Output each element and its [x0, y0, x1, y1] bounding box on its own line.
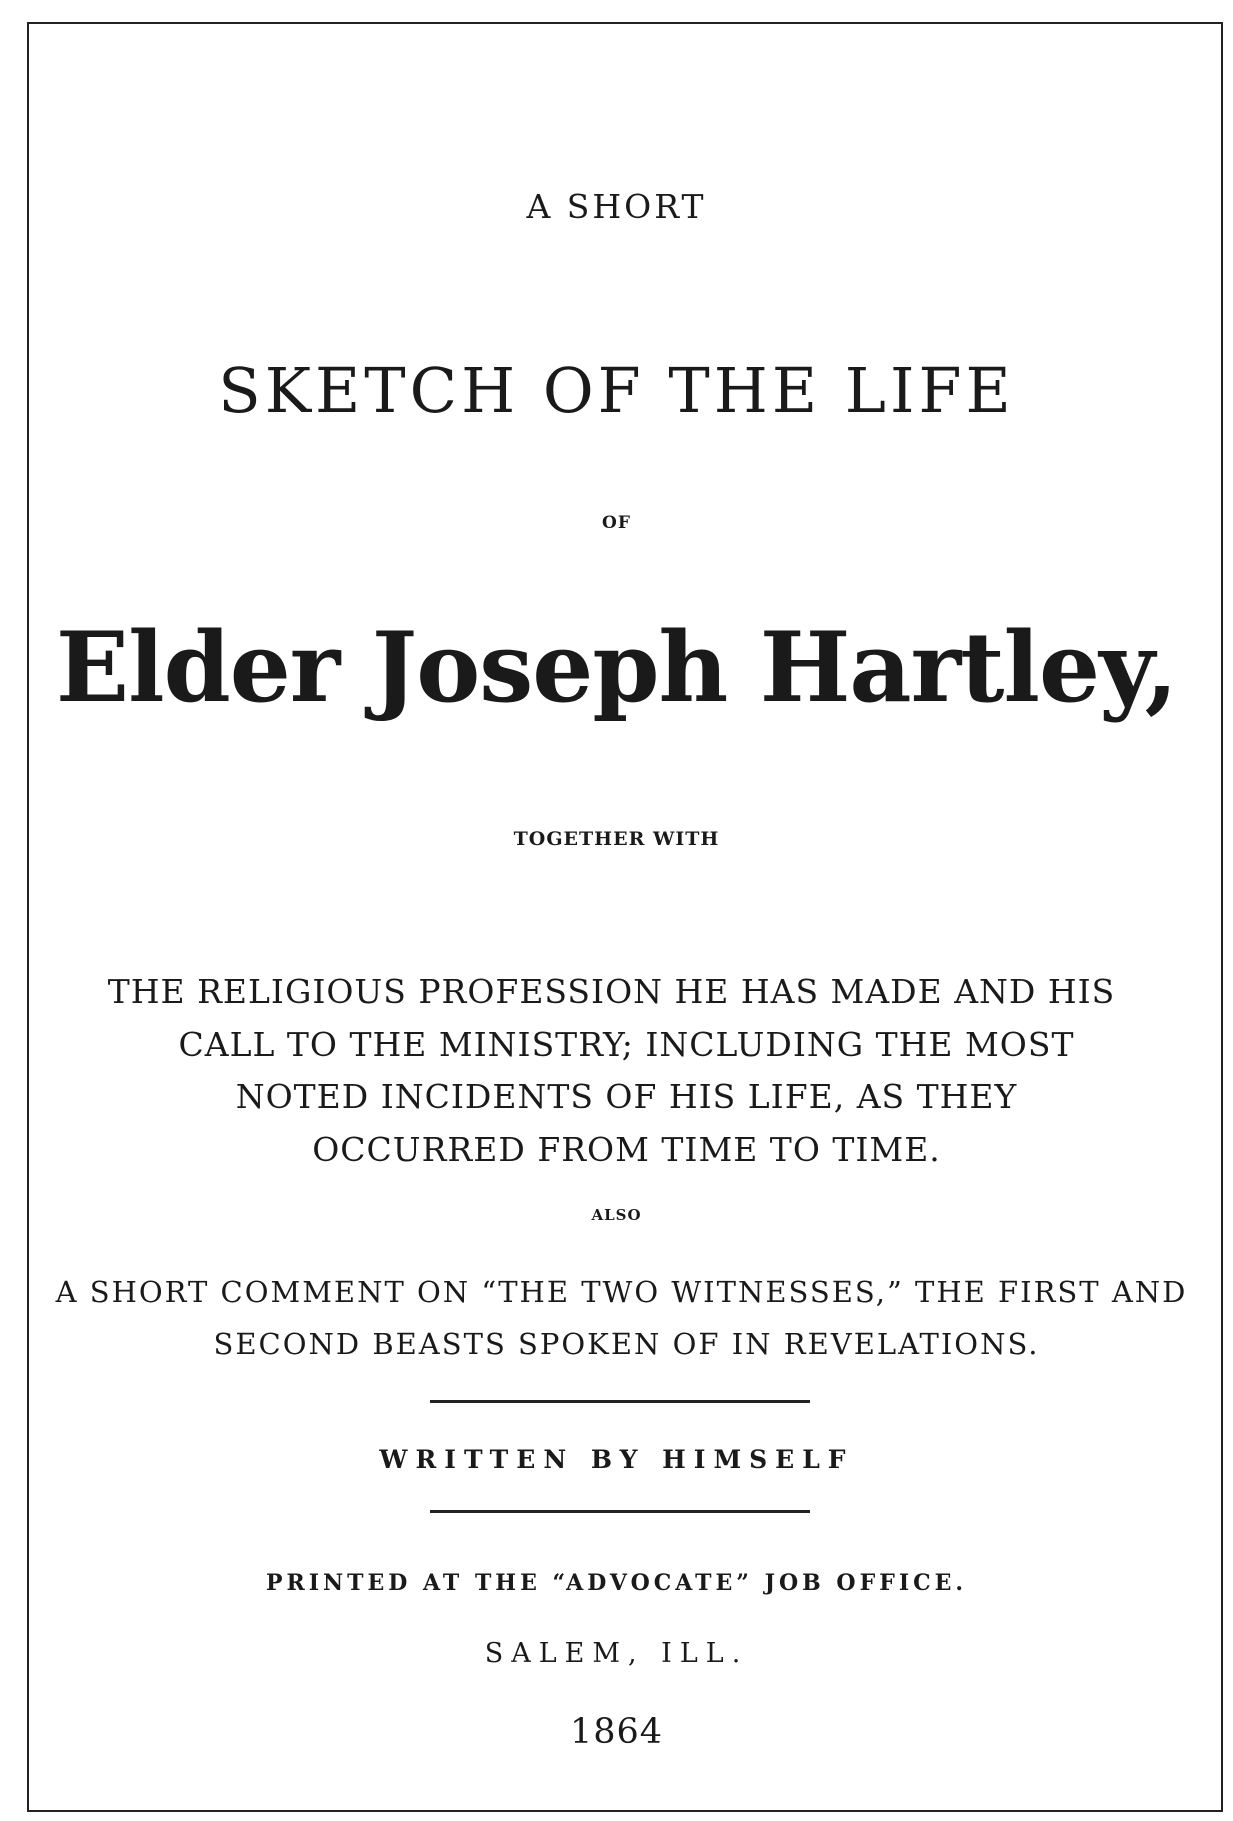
description-line: NOTED INCIDENTS OF HIS LIFE, AS THEY [235, 1077, 1018, 1116]
title-sketch-of-the-life: SKETCH OF THE LIFE [218, 354, 1015, 427]
page-border [27, 22, 1223, 1812]
description-line: THE RELIGIOUS PROFESSION HE HAS MADE AND HIS [107, 972, 1116, 1011]
together-with: TOGETHER WITH [513, 828, 720, 850]
also-label: ALSO [591, 1206, 642, 1224]
title-name: Elder Joseph Hartley, [55, 611, 1178, 724]
comment-line: A SHORT COMMENT ON “THE TWO WITNESSES,” THE FIRST AND [55, 1275, 1188, 1309]
description-line: CALL TO THE MINISTRY; INCLUDING THE MOST [178, 1025, 1075, 1064]
divider-rule [430, 1510, 810, 1513]
written-by-himself: WRITTEN BY HIMSELF [379, 1445, 854, 1474]
comment-line: SECOND BEASTS SPOKEN OF IN REVELATIONS. [213, 1327, 1040, 1361]
place-of-publication: SALEM, ILL. [484, 1638, 749, 1669]
title-of: OF [602, 513, 631, 533]
description-line: OCCURRED FROM TIME TO TIME. [312, 1130, 941, 1169]
printer-imprint: PRINTED AT THE “ADVOCATE” JOB OFFICE. [265, 1570, 968, 1596]
publication-year: 1864 [569, 1712, 664, 1752]
divider-rule [430, 1400, 810, 1403]
subtitle-a-short: A SHORT [526, 187, 707, 226]
